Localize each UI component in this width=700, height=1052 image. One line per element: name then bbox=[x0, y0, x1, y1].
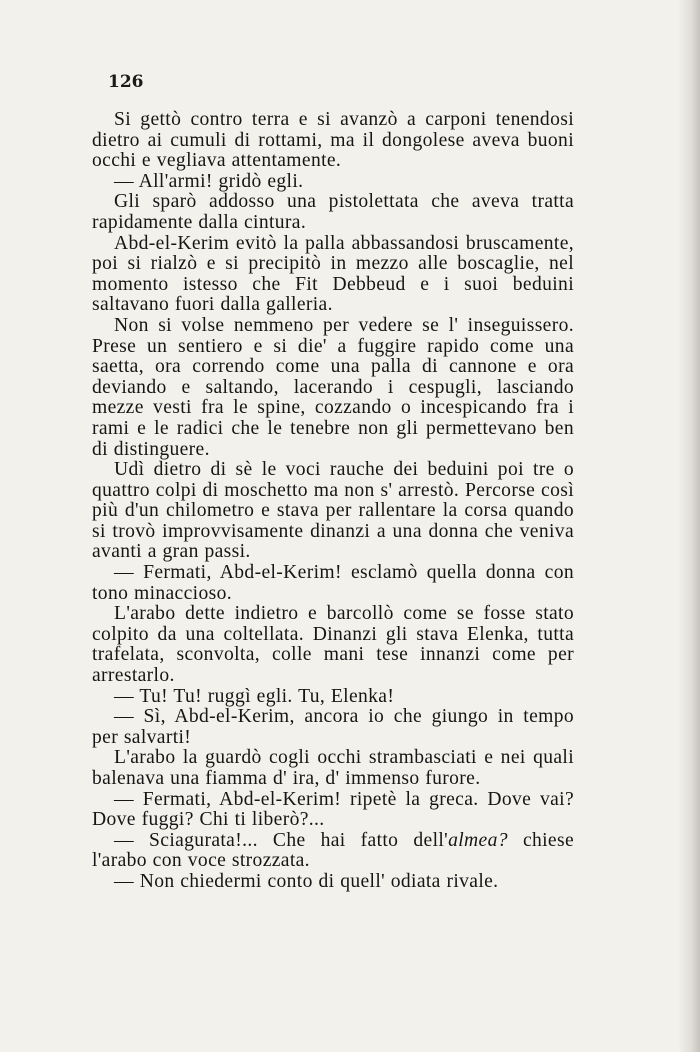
paragraph: — Sì, Abd-el-Kerim, ancora io che giungo in tempo per salvarti! bbox=[92, 706, 574, 748]
paragraph: — Non chiedermi conto di quell' odiata rivale. bbox=[114, 870, 499, 892]
paragraph-text: — Sciagurata!... Che hai fatto dell' bbox=[114, 829, 449, 851]
page-number: 126 bbox=[108, 72, 144, 92]
body-text bbox=[92, 110, 574, 893]
paragraph: — All'armi! gridò egli. bbox=[114, 170, 304, 192]
italic-word: almea? bbox=[448, 829, 508, 851]
paragraph: Udì dietro di sè le voci rauche dei beduini poi tre o quattro colpi di moschetto ma non s' arrestò. Percorse così più d'un chilometro e stava per rallentare la corsa quando si trovò improvvisamente dinanzi a una donna che veniva avanti a gran passi. bbox=[92, 459, 574, 563]
paragraph: L'arabo la guardò cogli occhi strambasciati e nei quali balenava una fiamma d' ira, d' immenso furore. bbox=[92, 747, 574, 789]
paragraph: L'arabo dette indietro e barcollò come se fosse stato colpito da una coltellata. Dinanzi gli stava Elenka, tutta trafelata, sconvolta, colle mani tese innanzi come per arrestarlo. bbox=[92, 603, 574, 687]
paragraph: — Fermati, Abd-el-Kerim! ripetè la greca. Dove vai? Dove fuggi? Chi ti liberò?... bbox=[92, 788, 574, 831]
paragraph bbox=[92, 831, 574, 872]
paragraph: Non si volse nemmeno per vedere se l' inseguissero. Prese un sentiero e si die' a fuggire rapido come una saetta, ora correndo come una palla di cannone e ora deviando e saltando, lacerando i cespugli, lasciando mezze vesti fra le spine, cozzando o incespicando fra i rami e le radici che le tenebre non gli permettevano ben di distinguere. bbox=[92, 314, 574, 460]
paragraph: Si gettò contro terra e si avanzò a carponi tenendosi dietro ai cumuli di rottami, ma il dongolese aveva buoni occhi e vegliava attentamente. bbox=[92, 109, 574, 172]
paragraph: Gli sparò addosso una pistolettata che aveva tratta rapidamente dalla cintura. bbox=[92, 191, 574, 233]
paragraph: — Tu! Tu! ruggì egli. Tu, Elenka! bbox=[114, 685, 395, 707]
paragraph: Abd-el-Kerim evitò la palla abbassandosi bruscamente, poi si rialzò e si precipitò in mezzo alle boscaglie, nel momento istesso che Fit Debbeud e i suoi beduini saltavano fuori dalla galleria. bbox=[92, 232, 574, 316]
paragraph: — Fermati, Abd-el-Kerim! esclamò quella donna con tono minaccioso. bbox=[92, 562, 574, 604]
paragraph-text: chiese l'arabo con voce strozzata. bbox=[92, 829, 574, 872]
spine-shadow bbox=[678, 0, 700, 1052]
